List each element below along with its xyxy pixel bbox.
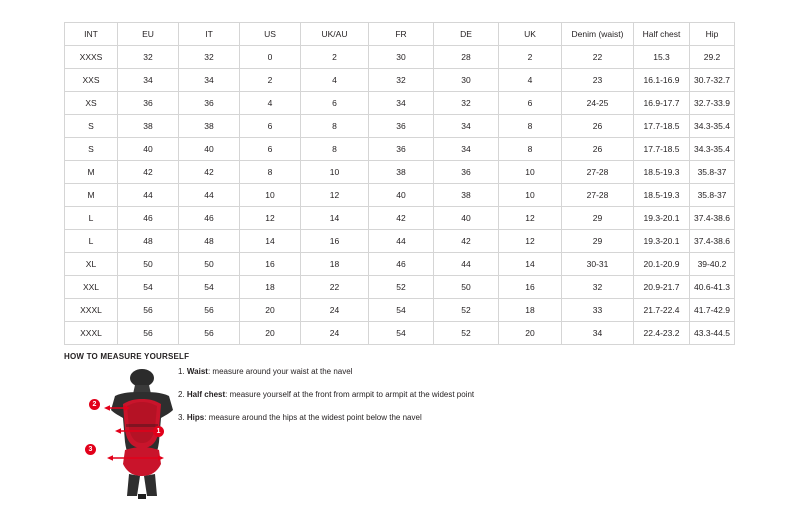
table-cell: 38 [369,161,434,184]
column-header: Denim (waist) [562,23,634,46]
column-header: UK [499,23,562,46]
table-cell: 15.3 [634,46,690,69]
measure-step [178,366,608,378]
table-cell: 54 [179,276,240,299]
table-cell: 2 [499,46,562,69]
table-cell: M [65,161,118,184]
table-cell: 6 [301,92,369,115]
table-cell: 24-25 [562,92,634,115]
table-cell: 32 [179,46,240,69]
table-cell: 12 [301,184,369,207]
table-row [65,276,735,299]
table-cell: 29 [562,230,634,253]
size-chart-table-wrapper [64,22,734,345]
table-cell: 17.7-18.5 [634,115,690,138]
table-cell: 34 [179,69,240,92]
table-cell: 6 [240,138,301,161]
table-cell: 42 [179,161,240,184]
table-cell: 26 [562,115,634,138]
table-body [65,46,735,345]
measure-step [178,412,608,424]
table-cell: 36 [369,138,434,161]
table-cell: XL [65,253,118,276]
table-row [65,138,735,161]
table-cell: 36 [118,92,179,115]
table-cell: 18 [240,276,301,299]
column-header: DE [434,23,499,46]
table-cell: 48 [179,230,240,253]
measure-step-number: 3. [178,413,185,422]
table-cell: 33 [562,299,634,322]
table-cell: 20.1-20.9 [634,253,690,276]
table-cell: 44 [179,184,240,207]
measure-step-term: Half chest [186,390,226,399]
table-cell: 34 [118,69,179,92]
table-cell: 56 [118,322,179,345]
table-cell: 42 [118,161,179,184]
table-cell: 18.5-19.3 [634,184,690,207]
table-row [65,230,735,253]
table-cell: 38 [434,184,499,207]
table-cell: 8 [301,138,369,161]
table-cell: 10 [499,184,562,207]
table-cell: 17.7-18.5 [634,138,690,161]
table-cell: 54 [369,322,434,345]
table-cell: 54 [369,299,434,322]
table-cell: S [65,138,118,161]
table-cell: XXXS [65,46,118,69]
table-cell: 52 [369,276,434,299]
table-cell: 20 [240,299,301,322]
measure-step-number: 2. [178,390,185,399]
table-cell: 12 [499,230,562,253]
table-cell: 28 [434,46,499,69]
table-cell: XXXL [65,322,118,345]
table-cell: 2 [240,69,301,92]
table-cell: L [65,207,118,230]
table-cell: 8 [499,115,562,138]
table-cell: 50 [434,276,499,299]
column-header: Hip [690,23,735,46]
table-cell: 34.3-35.4 [690,115,735,138]
table-cell: 30 [434,69,499,92]
table-cell: 34 [562,322,634,345]
table-row [65,322,735,345]
table-cell: 10 [240,184,301,207]
table-cell: 21.7-22.4 [634,299,690,322]
table-cell: 30 [369,46,434,69]
table-cell: 34 [434,138,499,161]
table-cell: 24 [301,322,369,345]
table-cell: 44 [118,184,179,207]
table-cell: 16.9-17.7 [634,92,690,115]
marker-bullet-3: 3 [85,444,96,455]
table-row [65,207,735,230]
table-cell: 30-31 [562,253,634,276]
table-cell: 40 [179,138,240,161]
table-cell: 56 [179,299,240,322]
table-header-row [65,23,735,46]
table-cell: 14 [240,230,301,253]
table-cell: 20 [240,322,301,345]
table-cell: 8 [240,161,301,184]
table-cell: 46 [369,253,434,276]
table-cell: 6 [499,92,562,115]
column-header: UK/AU [301,23,369,46]
table-cell: 48 [118,230,179,253]
table-cell: 35.8-37 [690,184,735,207]
table-cell: 34.3-35.4 [690,138,735,161]
table-cell: 4 [499,69,562,92]
table-cell: XXS [65,69,118,92]
table-cell: 12 [499,207,562,230]
table-cell: 8 [301,115,369,138]
table-cell: 22.4-23.2 [634,322,690,345]
table-cell: 16 [301,230,369,253]
measure-step-text: : measure around your waist at the navel [207,367,353,376]
table-cell: 18.5-19.3 [634,161,690,184]
column-header: Half chest [634,23,690,46]
table-cell: 36 [434,161,499,184]
measure-step-term: Hips [186,413,205,422]
measure-step-term: Waist [186,367,208,376]
table-cell: 18 [301,253,369,276]
table-cell: 22 [562,46,634,69]
table-cell: 10 [301,161,369,184]
table-cell: 40 [369,184,434,207]
table-cell: 22 [301,276,369,299]
table-cell: 4 [301,69,369,92]
table-cell: 29 [562,207,634,230]
table-cell: 14 [499,253,562,276]
table-row [65,46,735,69]
table-cell: 44 [434,253,499,276]
table-cell: 35.8-37 [690,161,735,184]
table-cell: 54 [118,276,179,299]
table-row [65,115,735,138]
table-cell: 30.7-32.7 [690,69,735,92]
table-cell: 36 [179,92,240,115]
table-cell: 56 [179,322,240,345]
table-cell: 32 [369,69,434,92]
table-cell: 52 [434,322,499,345]
table-row [65,299,735,322]
column-header: EU [118,23,179,46]
column-header: FR [369,23,434,46]
table-cell: 8 [499,138,562,161]
marker-bullet-2: 2 [89,399,100,410]
table-cell: 37.4-38.6 [690,230,735,253]
table-cell: 6 [240,115,301,138]
column-header: IT [179,23,240,46]
table-cell: XXL [65,276,118,299]
measure-step-text: : measure around the hips at the widest point below the navel [204,413,422,422]
table-cell: 34 [369,92,434,115]
table-cell: S [65,115,118,138]
table-cell: 40.6-41.3 [690,276,735,299]
table-cell: 14 [301,207,369,230]
table-cell: 16 [240,253,301,276]
table-cell: XXXL [65,299,118,322]
table-cell: 41.7-42.9 [690,299,735,322]
table-cell: 32 [434,92,499,115]
table-cell: 46 [179,207,240,230]
table-cell: 27-28 [562,161,634,184]
table-cell: 19.3-20.1 [634,230,690,253]
size-chart-table [64,22,735,345]
table-cell: 32 [118,46,179,69]
column-header: INT [65,23,118,46]
table-cell: 20.9-21.7 [634,276,690,299]
table-row [65,161,735,184]
table-cell: 37.4-38.6 [690,207,735,230]
table-cell: 44 [369,230,434,253]
table-cell: 19.3-20.1 [634,207,690,230]
table-cell: 42 [369,207,434,230]
table-cell: 52 [434,299,499,322]
table-cell: 18 [499,299,562,322]
table-cell: 23 [562,69,634,92]
table-cell: 0 [240,46,301,69]
table-cell: 4 [240,92,301,115]
table-cell: 50 [118,253,179,276]
table-cell: 24 [301,299,369,322]
table-cell: 40 [434,207,499,230]
table-cell: 16.1-16.9 [634,69,690,92]
table-row [65,69,735,92]
table-cell: 27-28 [562,184,634,207]
table-cell: 56 [118,299,179,322]
table-cell: 12 [240,207,301,230]
table-cell: 36 [369,115,434,138]
column-header: US [240,23,301,46]
table-cell: 46 [118,207,179,230]
table-row [65,253,735,276]
table-row [65,184,735,207]
table-cell: 40 [118,138,179,161]
table-row [65,92,735,115]
table-cell: 10 [499,161,562,184]
table-cell: L [65,230,118,253]
table-cell: 42 [434,230,499,253]
table-cell: 39-40.2 [690,253,735,276]
measure-step-number: 1. [178,367,185,376]
table-cell: 32 [562,276,634,299]
table-cell: 16 [499,276,562,299]
table-cell: 38 [118,115,179,138]
table-cell: 34 [434,115,499,138]
table-cell: 2 [301,46,369,69]
table-cell: 38 [179,115,240,138]
table-cell: 32.7-33.9 [690,92,735,115]
measure-step [178,389,608,401]
table-cell: M [65,184,118,207]
marker-bullet-1: 1 [153,426,164,437]
table-cell: XS [65,92,118,115]
measure-step-text: : measure yourself at the front from armpit to armpit at the widest point [225,390,475,399]
table-cell: 20 [499,322,562,345]
table-cell: 26 [562,138,634,161]
how-to-measure-title: HOW TO MEASURE YOURSELF [64,352,190,361]
table-cell: 43.3-44.5 [690,322,735,345]
measure-steps-list [178,366,608,435]
table-cell: 50 [179,253,240,276]
table-cell: 29.2 [690,46,735,69]
